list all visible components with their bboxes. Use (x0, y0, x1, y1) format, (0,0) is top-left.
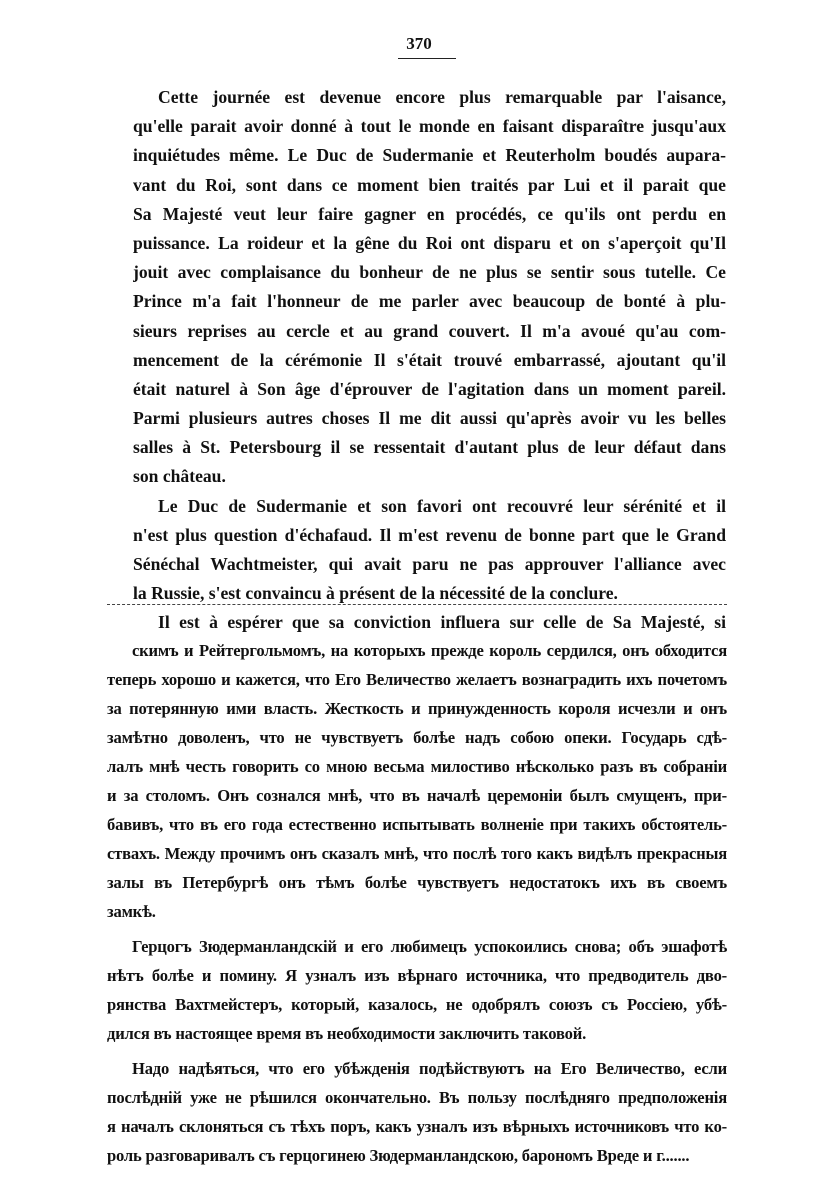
text-line: Le Duc de Sudermanie et son favori ont recouvré leur sérénité et il (158, 495, 726, 516)
text-line: залы въ Петербургѣ онъ тѣмъ болѣе чувствуетъ недостатокъ ихъ въ своемъ (107, 873, 727, 892)
text-line: qu'elle parait avoir donné à tout le monde en faisant disparaître jusqu'aux (133, 116, 726, 137)
text-line: n'est plus question d'échafaud. Il m'est revenu de bonne part que le Grand (133, 524, 726, 545)
text-line: я началъ склоняться съ тѣхъ поръ, какъ узналъ изъ вѣрныхъ источниковъ что ко- (107, 1117, 727, 1136)
text-line: Sa Majesté veut leur faire gagner en procédés, ce qu'ils ont perdu en (133, 203, 726, 224)
paragraph (133, 83, 726, 492)
paragraph (133, 608, 726, 637)
text-line: нѣтъ болѣе и помину. Я узналъ изъ вѣрнаго источника, что предводитель дво- (107, 966, 727, 985)
page-number-rule (398, 58, 456, 59)
text-line: inquiétudes même. Le Duc de Sudermanie et Reuterholm boudés aupara- (133, 145, 726, 166)
paragraph (133, 492, 726, 609)
text-line: Prince m'a fait l'honneur de me parler avec beaucoup de bonté à plu- (133, 291, 726, 312)
text-line: бавивъ, что въ его года естественно испытывать волненіе при такихъ обстоятель- (107, 815, 727, 834)
text-line: Il est à espérer que sa conviction influera sur celle de Sa Majesté, si (158, 612, 726, 633)
text-line: mencement de la cérémonie Il s'était trouvé embarrassé, ajoutant qu'il (133, 349, 726, 370)
text-line: скимъ и Рейтергольмомъ, на которыхъ прежде король сердился, онъ обходится (132, 641, 727, 660)
text-line: la Russie, s'est convaincu à présent de la nécessité de la conclure. (133, 583, 618, 604)
text-line: ствахъ. Между прочимъ онъ сказалъ мнѣ, что послѣ того какъ видѣлъ прекрасныя (107, 844, 727, 863)
text-line: Cette journée est devenue encore plus remarquable par l'aisance, (158, 87, 726, 107)
text-line: лалъ мнѣ честь говорить со мною весьма милостиво нѣсколько разъ въ собраніи (107, 757, 727, 776)
french-text (133, 83, 726, 638)
text-line: замѣтно доволенъ, что не чувствуетъ болѣе надъ собою опеки. Государь сдѣ- (107, 728, 727, 747)
text-line: Parmi plusieurs autres choses Il me dit aussi qu'après avoir vu les belles (133, 408, 726, 429)
text-line: дился въ настоящее время въ необходимости заключить таковой. (107, 1024, 587, 1043)
text-line: était naturel à Son âge d'éprouver de l'agitation dans un moment pareil. (133, 378, 726, 399)
text-line: послѣдній уже не рѣшился окончательно. Въ пользу послѣдняго предположенія (107, 1088, 727, 1107)
text-line: и за столомъ. Онъ сознался мнѣ, что въ началѣ церемоніи былъ смущенъ, при- (107, 786, 727, 805)
text-line: vant du Roi, sont dans ce moment bien traités par Lui et il parait que (133, 174, 726, 195)
text-line: puissance. La roideur et la gêne du Roi ont disparu et on s'aperçoit qu'Il (133, 232, 726, 253)
text-line: Герцогъ Зюдерманландскій и его любимецъ успокоились снова; объ эшафотѣ (132, 937, 727, 956)
paragraph (107, 1054, 727, 1170)
page-number: 370 (406, 34, 432, 53)
text-line: sieurs reprises au cercle et au grand couvert. Il m'a avoué qu'au com- (133, 320, 726, 341)
paragraph (107, 636, 727, 926)
text-line: son château. (133, 466, 226, 487)
russian-translation (107, 636, 727, 1170)
text-line: роль разговаривалъ съ герцогинею Зюдерманландскою, барономъ Вреде и г....... (107, 1146, 690, 1165)
paragraph (107, 932, 727, 1048)
text-line: salles à St. Petersbourg il se ressentait d'autant plus de leur défaut dans (133, 437, 726, 458)
text-line: теперь хорошо и кажется, что Его Величество желаетъ вознаградить ихъ почетомъ (107, 670, 727, 689)
text-line: Надо надѣяться, что его убѣжденія подѣйствуютъ на Его Величество, если (132, 1059, 727, 1078)
footnote-separator (107, 604, 727, 605)
text-line: замкѣ. (107, 902, 156, 921)
text-line: рянства Вахтмейстеръ, который, казалось, не одобрялъ союзъ съ Россіею, убѣ- (107, 995, 727, 1014)
text-line: за потерянную ими власть. Жесткость и принужденность короля исчезли и онъ (107, 699, 727, 718)
text-line: jouit avec complaisance du bonheur de ne plus se sentir sous tutelle. Ce (133, 262, 726, 283)
text-line: Sénéchal Wachtmeister, qui avait paru ne pas approuver l'alliance avec (133, 554, 726, 574)
